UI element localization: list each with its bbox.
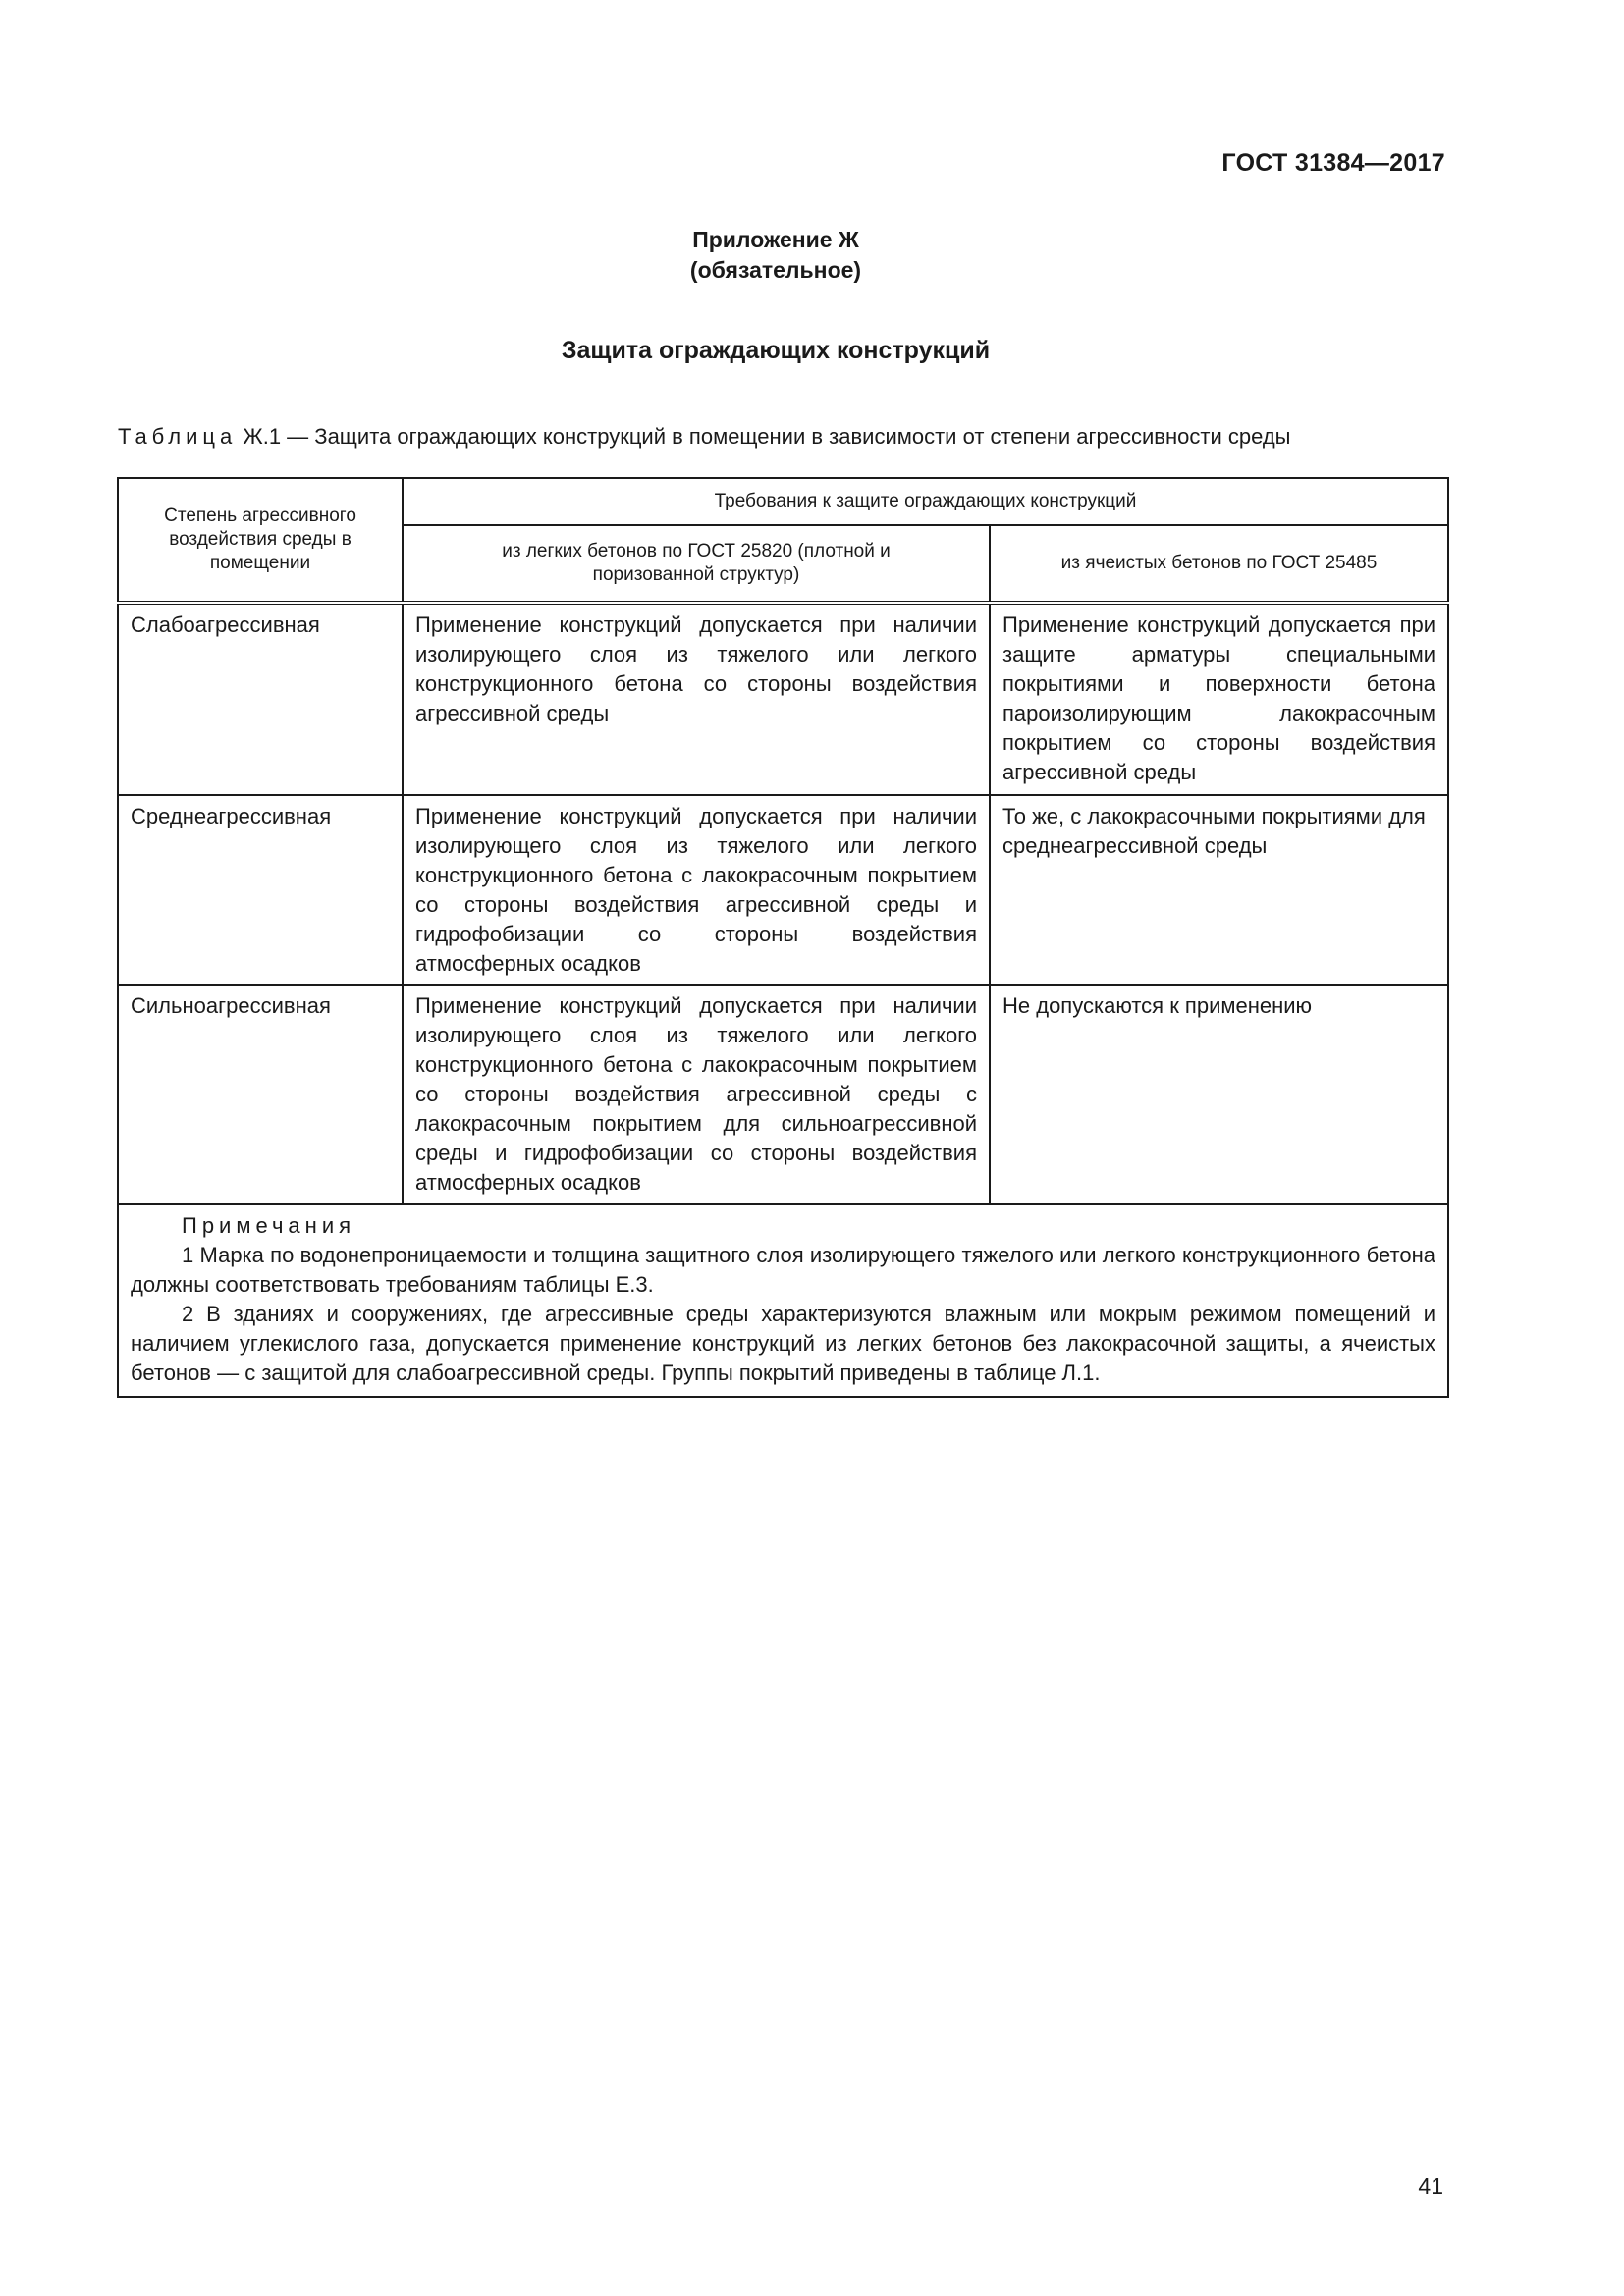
document-code: ГОСТ 31384—2017 [1221, 149, 1445, 177]
notes-cell [118, 1204, 1448, 1397]
notes-title: Примечания [182, 1213, 356, 1238]
annex-status: (обязательное) [689, 257, 862, 283]
note-item: 2 В зданиях и сооружениях, где агрессивные среды характеризуются влажным или мокрым режимом помещений и наличием углекислого газа, допускается применение конструкций из легких бетонов без лакокрасочной защиты, а ячеистых бетонов — с защитой для слабоагрессивной среды. Группы покрытий приведены в таблице Л.1. [131, 1302, 1435, 1385]
cell-degree: Слабоагрессивная [118, 603, 403, 795]
table-header-row [118, 478, 1448, 525]
header-requirements-group: Требования к защите ограждающих конструкций [403, 478, 1448, 525]
header-cellular-concrete: из ячеистых бетонов по ГОСТ 25485 [990, 525, 1448, 603]
cell-light-concrete: Применение конструкций допускается при наличии изолирующего слоя из тяжелого или легкого конструкционного бетона с лакокрасочным покрытием со стороны воздействия агрессивной среды и гидрофобизации со стороны воздействия атмосферных осадков [403, 795, 990, 985]
page-number: 41 [1418, 2173, 1443, 2199]
note-item: 1 Марка по водонепроницаемости и толщина защитного слоя изолирующего тяжелого или легкого конструкционного бетона должны соответствовать требованиям таблицы Е.3. [131, 1243, 1435, 1297]
cell-degree: Среднеагрессивная [118, 795, 403, 985]
table-notes-row [118, 1204, 1448, 1397]
table-caption [118, 424, 1448, 450]
table-caption-text: Ж.1 — Защита ограждающих конструкций в помещении в зависимости от степени агрессивности среды [243, 424, 1291, 449]
cell-light-concrete: Применение конструкций допускается при наличии изолирующего слоя из тяжелого или легкого конструкционного бетона со стороны воздействия агрессивной среды [403, 603, 990, 795]
table-row [118, 603, 1448, 795]
requirements-table-wrapper [117, 477, 1447, 1398]
cell-cellular-concrete: Применение конструкций допускается при защите арматуры специальными покрытиями и поверхности бетона пароизолирующим лакокрасочным покрытием со стороны воздействия агрессивной среды [990, 603, 1448, 795]
table-caption-label: Таблица [118, 424, 238, 449]
cell-cellular-concrete: То же, с лакокрасочными покрытиями для среднеагрессивной среды [990, 795, 1448, 985]
section-title: Защита ограждающих конструкций [561, 337, 991, 364]
header-light-concrete: из легких бетонов по ГОСТ 25820 (плотной и поризованной структур) [403, 525, 990, 603]
table-row [118, 985, 1448, 1204]
cell-light-concrete: Применение конструкций допускается при наличии изолирующего слоя из тяжелого или легкого конструкционного бетона с лакокрасочным покрытием со стороны воздействия агрессивной среды с лакокрасочным покрытием для сильноагрессивной среды и гидрофобизации со стороны воздействия атмосферных осадков [403, 985, 990, 1204]
table-row [118, 795, 1448, 985]
requirements-table [117, 477, 1449, 1398]
annex-title: Приложение Ж [692, 227, 859, 252]
header-degree: Степень агрессивного воздействия среды в помещении [118, 478, 403, 603]
cell-cellular-concrete: Не допускаются к применению [990, 985, 1448, 1204]
annex-heading [0, 225, 1551, 286]
cell-degree: Сильноагрессивная [118, 985, 403, 1204]
